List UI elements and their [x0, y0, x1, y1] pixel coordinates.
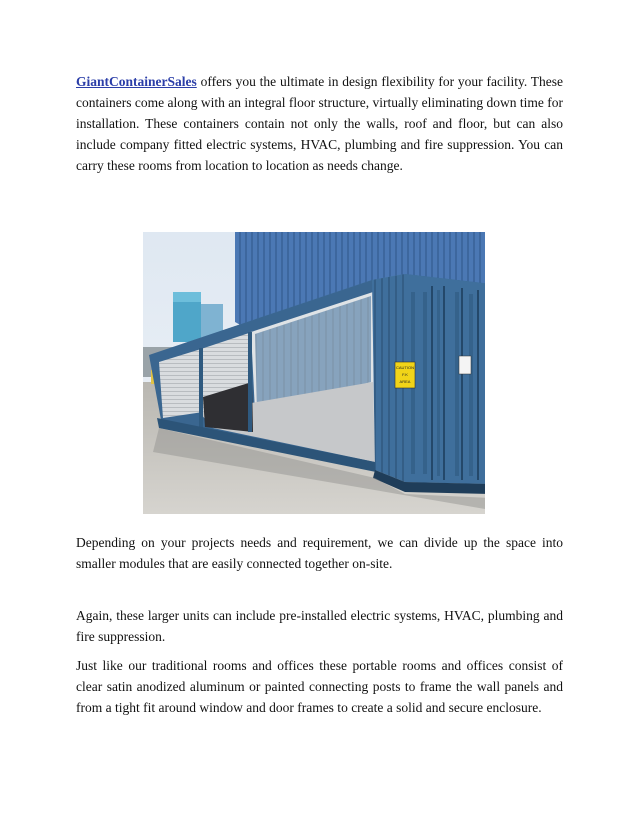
paragraph-modules: Depending on your projects needs and requirement, we can divide up the space into smaller modules that are easily connected together on-site.	[76, 535, 563, 571]
paragraph-preinstalled: Again, these larger units can include pre-installed electric systems, HVAC, plumbing and fire suppression.	[76, 608, 563, 644]
sign-line-2: F.K	[402, 372, 408, 377]
sign-line-3: AREA	[399, 379, 411, 384]
paragraph-enclosure: Just like our traditional rooms and offices these portable rooms and offices consist of clear satin anodized aluminum or painted connecting posts to frame the wall panels and from a tight fit around window and door frames to create a solid and secure enclosure.	[76, 658, 563, 715]
intro-text: offers you the ultimate in design flexibility for your facility. These containers come along with an integral floor structure, virtually eliminating down time for installation. These containers contain not only the walls, roof and floor, but can also include company fitted electric systems, HVAC, plumbing and fire suppression. You can carry these rooms from location to location as needs change.	[76, 74, 563, 173]
shipping-container-photo	[143, 232, 485, 514]
intro-paragraph	[76, 71, 563, 176]
giantcontainersales-link[interactable]: GiantContainerSales	[76, 74, 197, 89]
sign-line-1: CAUTION	[396, 365, 414, 370]
